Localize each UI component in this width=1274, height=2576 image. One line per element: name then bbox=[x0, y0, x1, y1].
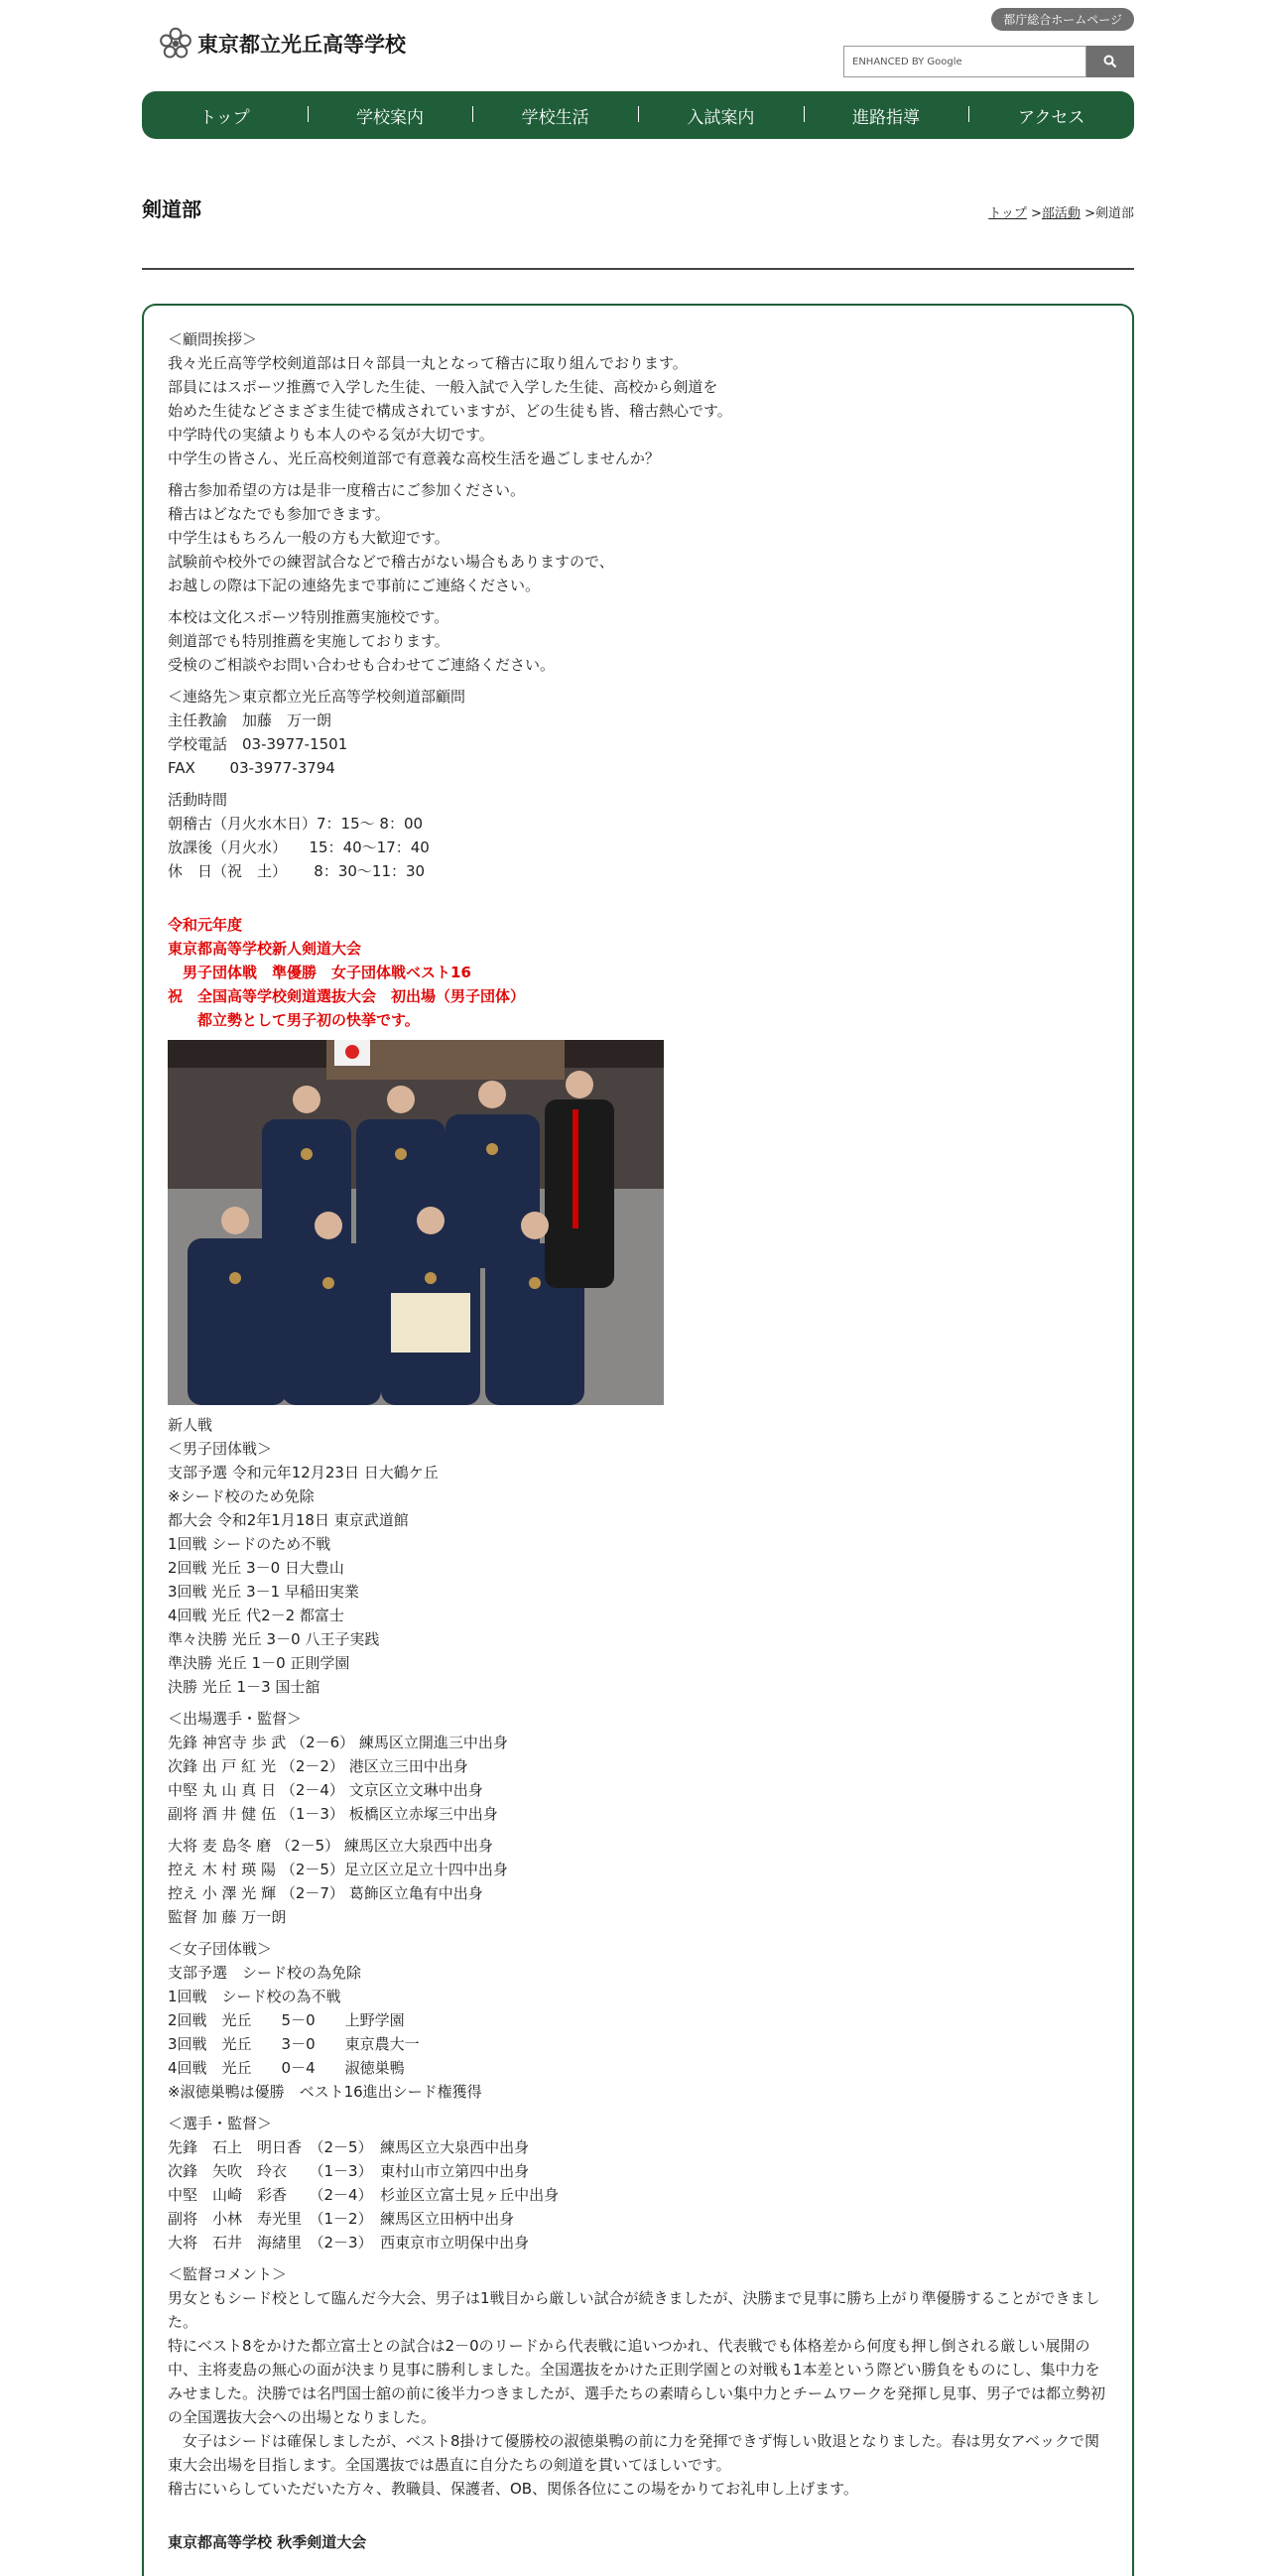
text-line: 大将 麦 島冬 磨 （2－5） 練馬区立大泉西中出身 bbox=[168, 1837, 493, 1855]
text-line: 準決勝 光丘 1－0 正則学園 bbox=[168, 1654, 350, 1672]
text-line: 監督 加 藤 万一朗 bbox=[168, 1908, 287, 1926]
nav-item-admissions[interactable]: 入試案内 bbox=[638, 103, 804, 128]
breadcrumb-current: 剣道部 bbox=[1094, 206, 1134, 221]
nav-item-top[interactable]: トップ bbox=[199, 107, 250, 128]
text-line: 先鋒 神宮寺 歩 武 （2－6） 練馬区立開進三中出身 bbox=[168, 1734, 508, 1751]
breadcrumb-home[interactable]: トップ bbox=[988, 206, 1027, 221]
text-line: 女子はシードは確保しましたが、ベスト8掛けて優勝校の淑徳巣鴨の前に力を発揮できず悔しい敗退となりました。春は男女アベックで関東大会出場を目指します。全国選抜では愚直に自分たちの剣道を貫いてほしいです。 bbox=[168, 2432, 1099, 2474]
text-line: 1回戦 シードのため不戦 bbox=[168, 1535, 331, 1553]
text-line: 中学時代の実績よりも本人のやる気が大切です。 bbox=[168, 426, 494, 444]
girls-players-section bbox=[168, 2112, 1108, 2254]
text-line: 先鋒 石上 明日香 （2－5） 練馬区立大泉西中出身 bbox=[168, 2138, 530, 2156]
autumn-tournament-section bbox=[168, 2530, 1108, 2554]
text-line: 稽古参加希望の方は是非一度稽古にご参加ください。 bbox=[168, 481, 526, 499]
text-line: 主任教諭 加藤 万一朗 bbox=[168, 711, 332, 729]
text-line: 男子団体戦 準優勝 女子団体戦ベスト16 bbox=[168, 964, 471, 981]
practice-section bbox=[168, 478, 1108, 597]
contact-section bbox=[168, 685, 1108, 780]
text-line: 男女ともシード校として臨んだ今大会、男子は1戦目から厳しい試合が続きましたが、決勝まで見事に勝ち上がり準優勝することができました。 bbox=[168, 2289, 1100, 2331]
site-search bbox=[843, 46, 1134, 77]
text-line: 支部予選 シード校の為免除 bbox=[168, 1964, 362, 1982]
breadcrumb-separator: > bbox=[1084, 206, 1095, 221]
text-line: 次鋒 出 戸 紅 光 （2－2） 港区立三田中出身 bbox=[168, 1757, 468, 1775]
hours-section bbox=[168, 788, 1108, 883]
text-line: 控え 木 村 瑛 陽 （2－5）足立区立足立十四中出身 bbox=[168, 1861, 508, 1878]
text-line: 受検のご相談やお問い合わせも合わせてご連絡ください。 bbox=[168, 656, 556, 674]
main-nav bbox=[142, 91, 1134, 139]
site-header bbox=[142, 0, 1134, 91]
text-line: ※シード校のため免除 bbox=[168, 1487, 315, 1505]
search-input[interactable]: ENHANCED BY Google bbox=[843, 46, 1086, 77]
text-line: 中堅 丸 山 真 日 （2－4） 文京区立文琳中出身 bbox=[168, 1781, 483, 1799]
nav-item-career[interactable]: 進路指導 bbox=[804, 103, 969, 128]
text-line: 決勝 光丘 1－3 国士舘 bbox=[168, 1678, 320, 1696]
text-line: 大将 石井 海緒里 （2－3） 西東京市立明保中出身 bbox=[168, 2234, 530, 2252]
text-line: 活動時間 bbox=[168, 791, 228, 809]
coach-comment-section bbox=[168, 2262, 1108, 2501]
autumn-tournament-title: 東京都高等学校 秋季剣道大会 bbox=[168, 2533, 367, 2551]
breadcrumb-separator: > bbox=[1031, 206, 1042, 221]
text-line: 令和元年度 bbox=[168, 916, 243, 934]
highlight-section bbox=[168, 913, 1108, 1032]
text-line: 副将 小林 寿光里 （1－2） 練馬区立田柄中出身 bbox=[168, 2210, 515, 2228]
text-line: 新人戦 bbox=[168, 1416, 213, 1434]
metro-home-link[interactable]: 都庁総合ホームページ bbox=[991, 8, 1134, 31]
girls-results-section bbox=[168, 1937, 1108, 2104]
breadcrumb-clubs[interactable]: 部活動 bbox=[1041, 206, 1081, 221]
text-line: 学校電話 03-3977-1501 bbox=[168, 735, 348, 753]
text-line: 支部予選 令和元年12月23日 日大鶴ケ丘 bbox=[168, 1464, 439, 1481]
text-line: 剣道部でも特別推薦を実施しております。 bbox=[168, 632, 449, 650]
text-line: 放課後（月火水） 15：40～17：40 bbox=[168, 838, 430, 856]
spacer bbox=[168, 891, 1108, 913]
text-line: 我々光丘高等学校剣道部は日々部員一丸となって稽古に取り組んでおります。 bbox=[168, 354, 688, 372]
search-icon bbox=[1103, 55, 1117, 68]
text-line: 朝稽古（月火水木日）7：15～ 8：00 bbox=[168, 815, 424, 833]
boys-players-section bbox=[168, 1707, 1108, 1826]
team-photo bbox=[168, 1040, 664, 1405]
recommend-section bbox=[168, 605, 1108, 677]
text-line: 稽古はどなたでも参加できます。 bbox=[168, 505, 390, 523]
text-line: 東京都高等学校新人剣道大会 bbox=[168, 940, 362, 958]
text-line: 1回戦 シード校の為不戦 bbox=[168, 1988, 341, 2005]
nav-item-access[interactable]: アクセス bbox=[968, 103, 1134, 128]
breadcrumb bbox=[988, 202, 1134, 221]
text-line: 特にベスト8をかけた都立富士との試合は2－0のリードから代表戦に追いつかれ、代表戦でも体格差から何度も押し倒される厳しい展開の中、主将麦島の無心の面が決まり見事に勝利しました。全国選抜をかけた正則学園との対戦も1本差という際どい勝負をものにし、集中力をみせました。決勝では名門国士舘の前に後半力つきましたが、選手たちの素晴らしい集中力とチームワークを発揮し見事、男子では都立勢初の全国選抜大会への出場となりました。 bbox=[168, 2337, 1106, 2426]
school-emblem-icon bbox=[158, 26, 193, 62]
text-line: 3回戦 光丘 3－0 東京農大一 bbox=[168, 2035, 420, 2053]
text-line: 控え 小 澤 光 輝 （2－7） 葛飾区立亀有中出身 bbox=[168, 1884, 483, 1902]
text-line: 3回戦 光丘 3－1 早稲田実業 bbox=[168, 1583, 359, 1601]
text-line: 都立勢として男子初の快挙です。 bbox=[168, 1011, 420, 1029]
text-line: 都大会 令和2年1月18日 東京武道館 bbox=[168, 1511, 409, 1529]
text-line: 2回戦 光丘 3－0 日大豊山 bbox=[168, 1559, 344, 1577]
search-button[interactable] bbox=[1086, 46, 1134, 77]
text-line: 準々決勝 光丘 3－0 八王子実践 bbox=[168, 1630, 380, 1648]
spacer bbox=[168, 2509, 1108, 2530]
text-line: 始めた生徒などさまざま生徒で構成されていますが、どの生徒も皆、稽古熱心です。 bbox=[168, 402, 732, 420]
school-logo[interactable] bbox=[158, 26, 406, 62]
nav-item-school-info[interactable]: 学校案内 bbox=[308, 103, 473, 128]
boys-results-section bbox=[168, 1413, 1108, 1699]
page-title-row bbox=[142, 139, 1134, 270]
text-line: FAX 03-3977-3794 bbox=[168, 759, 335, 777]
text-line: 試験前や校外での練習試合などで稽古がない場合もありますので、 bbox=[168, 553, 614, 571]
text-line: 4回戦 光丘 0－4 淑徳巣鴨 bbox=[168, 2059, 405, 2077]
text-line: 4回戦 光丘 代2－2 都富士 bbox=[168, 1607, 344, 1624]
text-line: ＜連絡先＞東京都立光丘高等学校剣道部顧問 bbox=[168, 688, 466, 706]
boys-players-section-2 bbox=[168, 1834, 1108, 1929]
text-line: ＜出場選手・監督＞ bbox=[168, 1710, 303, 1728]
page-title: 剣道部 bbox=[142, 197, 201, 221]
text-line: 稽古にいらしていただいた方々、教職員、保護者、OB、関係各位にこの場をかりてお礼申し上げます。 bbox=[168, 2480, 858, 2498]
text-line: 中学生の皆さん、光丘高校剣道部で有意義な高校生活を過ごしませんか？ bbox=[168, 450, 660, 467]
text-line: 次鋒 矢吹 玲衣 （1－3） 東村山市立第四中出身 bbox=[168, 2162, 530, 2180]
text-line: 2回戦 光丘 5－0 上野学園 bbox=[168, 2011, 405, 2029]
text-line: ＜選手・監督＞ bbox=[168, 2115, 273, 2132]
page-wrapper bbox=[142, 0, 1134, 2576]
text-line: ＜顧問挨拶＞ bbox=[168, 330, 258, 348]
text-line: 中堅 山崎 彩香 （2－4） 杉並区立富士見ヶ丘中出身 bbox=[168, 2186, 560, 2204]
text-line: ＜女子団体戦＞ bbox=[168, 1940, 273, 1958]
text-line: ※淑徳巣鴨は優勝 ベスト16進出シード権獲得 bbox=[168, 2083, 482, 2101]
text-line: 休 日（祝 土） 8：30～11：30 bbox=[168, 862, 426, 880]
text-line: ＜男子団体戦＞ bbox=[168, 1440, 273, 1458]
school-name: 東京都立光丘高等学校 bbox=[197, 33, 406, 57]
text-line: 祝 全国高等学校剣道選抜大会 初出場（男子団体） bbox=[168, 987, 526, 1005]
text-line: お越しの際は下記の連絡先まで事前にご連絡ください。 bbox=[168, 577, 541, 594]
greeting-section bbox=[168, 327, 1108, 470]
text-line: 副将 酒 井 健 伍 （1－3） 板橋区立赤塚三中出身 bbox=[168, 1805, 498, 1823]
text-line: 本校は文化スポーツ特別推薦実施校です。 bbox=[168, 608, 449, 626]
article-content bbox=[142, 304, 1134, 2576]
text-line: 部員にはスポーツ推薦で入学した生徒、一般入試で入学した生徒、高校から剣道を bbox=[168, 378, 718, 396]
nav-item-school-life[interactable]: 学校生活 bbox=[472, 103, 638, 128]
text-line: 中学生はもちろん一般の方も大歓迎です。 bbox=[168, 529, 449, 547]
text-line: ＜監督コメント＞ bbox=[168, 2265, 288, 2283]
